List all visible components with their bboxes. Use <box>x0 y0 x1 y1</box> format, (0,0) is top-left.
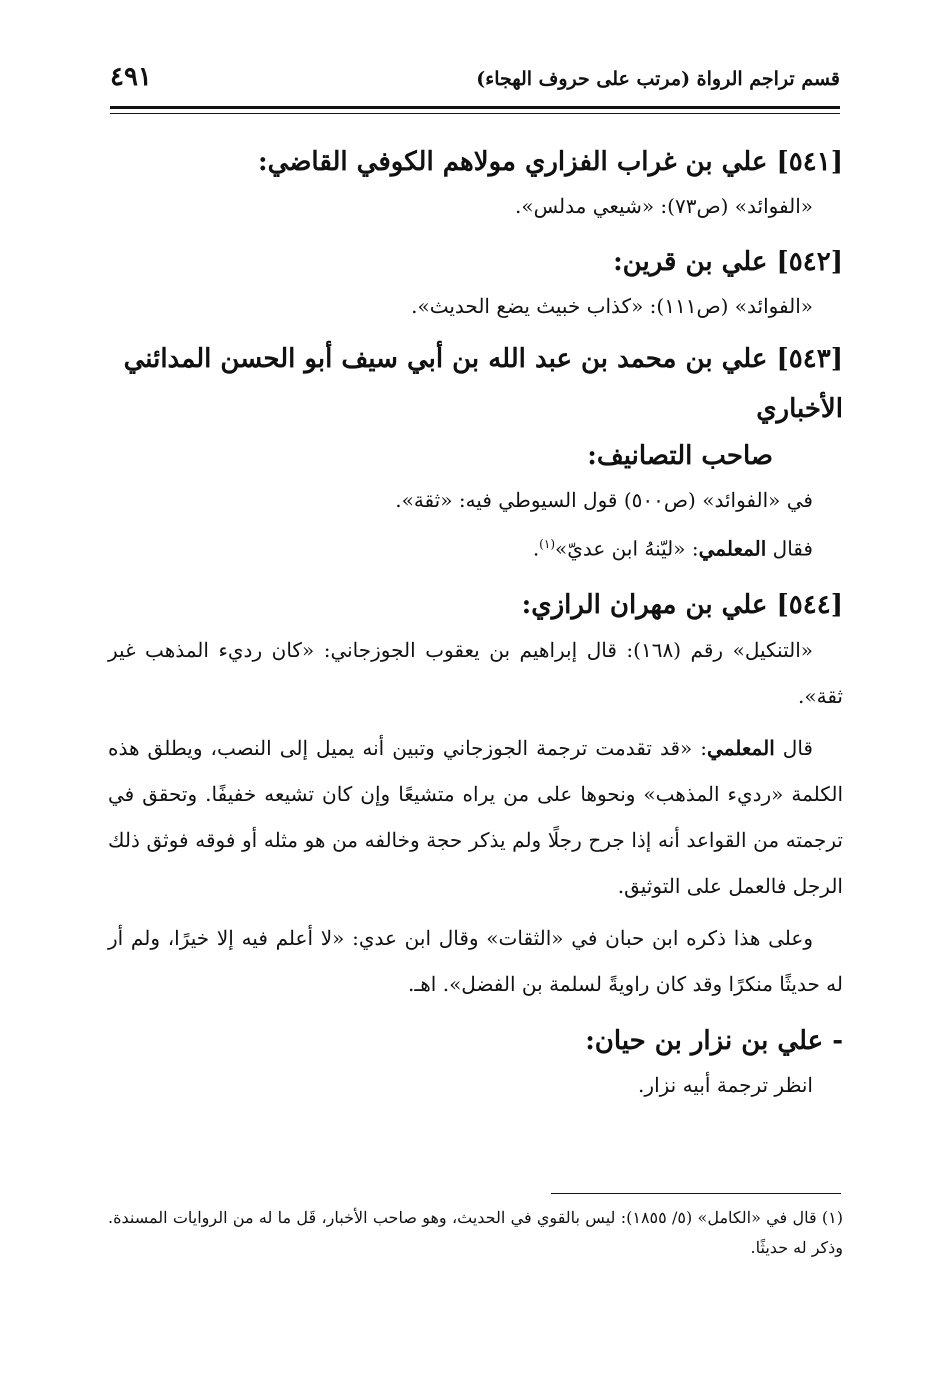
entry-title: علي بن قرين: <box>613 247 768 277</box>
cross-ref-heading <box>108 1019 843 1063</box>
page-body <box>108 140 843 1107</box>
footnote-rule <box>551 1193 841 1194</box>
entry-heading-543 <box>108 334 843 434</box>
entry-heading-541 <box>108 140 843 184</box>
entry-line: «الفوائد» (ص٧٣): «شيعي مدلس». <box>514 194 813 218</box>
footnote-ref[interactable]: (١) <box>539 537 555 551</box>
author-name: المعلمي <box>707 735 775 760</box>
entry-line-with-footnote: فقال المعلمي: «ليّنهُ ابن عديّ»$^{(١)}$. <box>532 536 813 561</box>
footnote-1: (١) قال في «الكامل» (٥/ ١٨٥٥): ليس بالقوي في الحديث، وهو صاحب الأخبار، قَل ما له من الروايات المسندة. وذكر له حديثًا. <box>108 1208 843 1257</box>
entry-line: «الفوائد» (ص١١١): «كذاب خبيث يضع الحديث». <box>411 294 813 318</box>
footnotes <box>108 1203 843 1263</box>
header-rule-thin <box>110 113 840 114</box>
entry-number: [٥٤٣] <box>776 344 843 374</box>
running-header <box>110 62 840 102</box>
entry-number: [٥٤٢] <box>776 247 843 277</box>
entry-heading-542 <box>108 240 843 284</box>
entry-number: [٥٤١] <box>776 147 843 177</box>
entry-paragraph: قال المعلمي: «قد تقدمت ترجمة الجوزجاني وتبين أنه يميل إلى النصب، ويطلق هذه الكلمة «رديء المذهب» ونحوها على من يراه متشيعًا وإن كان تشيعه خفيفًا. وتحقق في ترجمته من القواعد أنه إذا جرح رجلًا ولم يذكر حجة وخالفه من هو مثله أو فوقه فوثق ذلك الرجل فالعمل على التوثيق. <box>108 735 843 898</box>
entry-line: في «الفوائد» (ص٥٠٠) قول السيوطي فيه: «ثقة». <box>395 488 813 512</box>
entry-paragraph: «التنكيل» رقم (١٦٨): قال إبراهيم بن يعقوب الجوزجاني: «كان رديء المذهب غير ثقة». <box>108 637 843 708</box>
entry-title: علي بن غراب الفزاري مولاهم الكوفي القاضي: <box>258 147 768 177</box>
entry-line: انظر ترجمة أبيه نزار. <box>638 1072 813 1097</box>
page-number: ٤٩١ <box>110 62 152 92</box>
header-title: قسم تراجم الرواة (مرتب على حروف الهجاء) <box>476 68 840 90</box>
entry-title: علي بن مهران الرازي: <box>521 589 768 620</box>
entry-number: [٥٤٤] <box>776 589 843 620</box>
entry-title-continuation: صاحب التصانيف: <box>587 441 773 471</box>
author-name: المعلمي <box>698 536 767 561</box>
entry-title: علي بن محمد بن عبد الله بن أبي سيف أبو الحسن المدائني الأخباري <box>123 344 843 424</box>
entry-title: - علي بن نزار بن حيان: <box>585 1025 843 1056</box>
header-rule-thick <box>110 106 840 109</box>
entry-paragraph: وعلى هذا ذكره ابن حبان في «الثقات» وقال ابن عدي: «لا أعلم فيه إلا خيرًا، ولم أر له حديثًا منكرًا وقد كان راويةً لسلمة بن الفضل». اهـ. <box>108 925 843 996</box>
entry-heading-544 <box>108 583 843 627</box>
